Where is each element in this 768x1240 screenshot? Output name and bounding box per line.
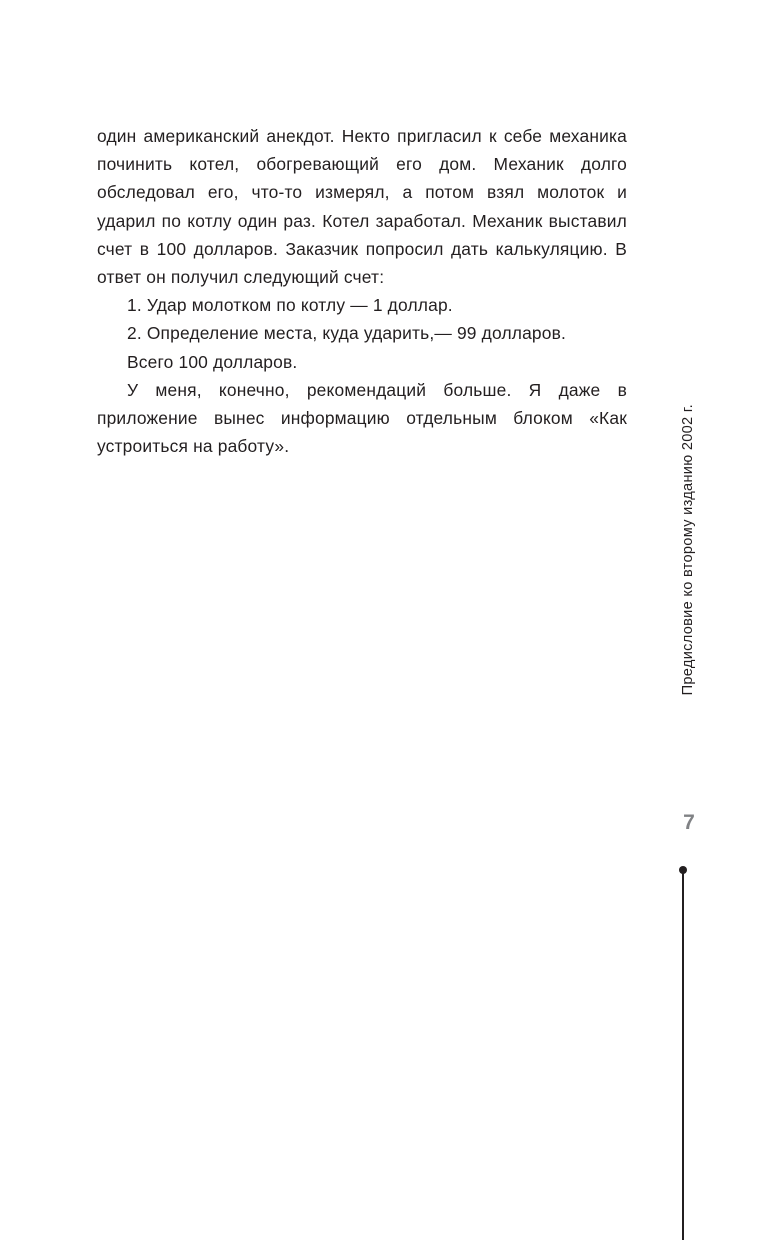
vertical-rule-line <box>682 873 684 1240</box>
list-total-line: Всего 100 долларов. <box>127 351 298 372</box>
list-item-2: 2. Определение места, куда ударить,— 99 долларов. <box>127 323 567 344</box>
running-head <box>681 404 696 784</box>
body-paragraph-closing: У меня, конечно, рекомендаций больше. Я даже в приложение вынес информацию отдельным блоком «Как устроиться на работу». <box>97 379 627 457</box>
body-text-column <box>97 122 627 460</box>
list-item-1: 1. Удар молотком по котлу — 1 доллар. <box>127 295 453 316</box>
body-paragraph-continuation: один американский анекдот. Некто пригласил к себе механика починить котел, обогревающий его дом. Механик долго обследовал его, что-то измерял, а потом взял молоток и ударил по котлу один раз. Котел заработал. Механик выставил счет в 100 долларов. Заказчик попросил дать калькуляцию. В ответ он получил следующий счет: <box>97 126 627 288</box>
running-head-label: Предисловие ко второму изданию 2002 г. <box>680 404 697 696</box>
margin-rule <box>677 866 689 1240</box>
page-number: 7 <box>683 811 695 834</box>
